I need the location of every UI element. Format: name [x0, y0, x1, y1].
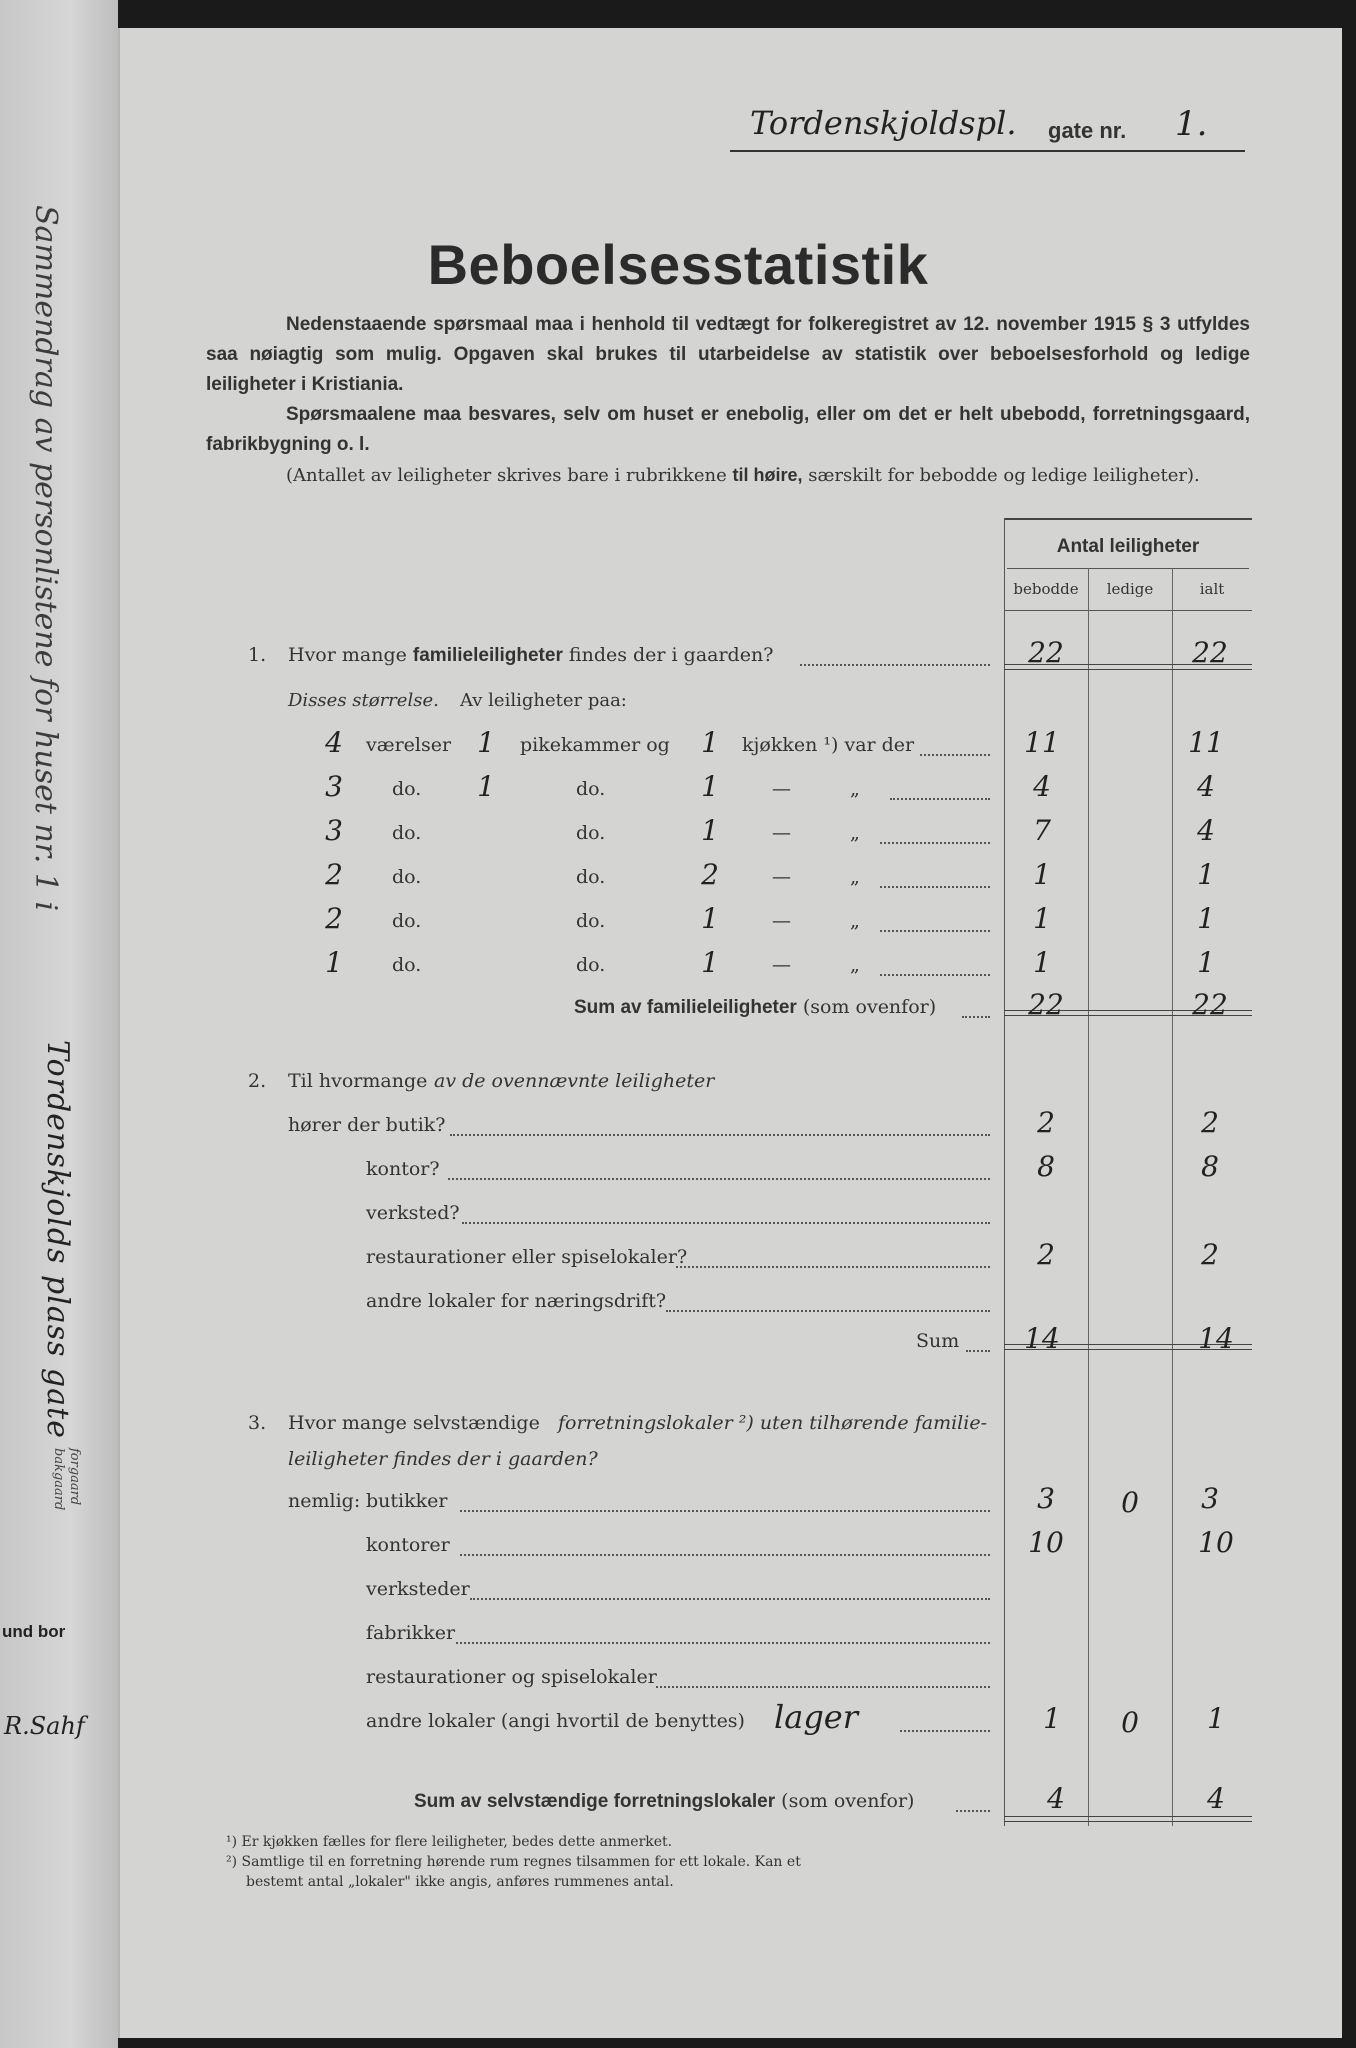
size-label: Disses størrelse. [288, 690, 439, 711]
col-ialt: ialt [1199, 580, 1225, 598]
q1-sum-label: Sum av familieleiligheter [574, 997, 797, 1018]
handwritten-lager: lager [774, 1698, 859, 1736]
intro-text [206, 310, 1250, 491]
q1-text-b: familieleiligheter [412, 645, 563, 666]
q2-sum-bebodde: 14 [1024, 1322, 1060, 1355]
q1-text-c: findes der i gaarden? [568, 644, 774, 666]
vertical-handwritten-street: Tordenskjolds plass gate [40, 1040, 75, 1439]
q1-ialt-value: 22 [1192, 636, 1228, 669]
q3-sum-bebodde: 4 [1047, 1782, 1065, 1815]
q3-sum-label: Sum av selvstændige forretningslokaler [414, 1791, 776, 1812]
q3-number: 3. [248, 1412, 267, 1434]
q1-sum-bebodde: 22 [1028, 988, 1064, 1021]
q1-sum-ialt: 22 [1192, 988, 1228, 1021]
house-number-handwritten: 1. [1175, 104, 1208, 144]
table-title: Antal leiligheter [1056, 536, 1200, 557]
forgaard-bakgaard-labels [50, 1448, 82, 1510]
street-handwritten: Tordenskjoldspl. [750, 104, 1017, 142]
und-bor-label: und bor [2, 1622, 66, 1641]
intro-p2: Spørsmaalene maa besvares, selv om huset er enebolig, eller om det er helt ubebodd, forretningsgaard, fabrikbygning o. l. [206, 404, 1250, 455]
footnote-2-cont: bestemt antal „lokaler" ikke angis, anføres rummenes antal. [246, 1874, 674, 1890]
page-title: Beboelsesstatistik [427, 233, 929, 296]
table-top-rule [1004, 518, 1252, 520]
q1-text-a: Hvor mange [288, 644, 407, 666]
gate-label: gate nr. [1048, 118, 1127, 143]
q2-number: 2. [248, 1070, 267, 1092]
footnote-1: ¹) Er kjøkken fælles for flere leiligheter, bedes dette anmerket. [226, 1834, 673, 1850]
q1-number: 1. [248, 644, 267, 666]
intro-p1: Nedenstaaende spørsmaal maa i henhold til vedtægt for folkeregistret av 12. november 1915 § 3 utfyldes saa nøiagtig som mulig. Opgaven skal brukes til utarbeidelse av statistik over beboelsesforhold og ledige leiligheter i Kristiania. [206, 314, 1250, 395]
footnotes [226, 1832, 801, 1892]
q2-sum-ialt: 14 [1198, 1322, 1234, 1355]
footnote-2: ²) Samtlige til en forretning hørende rum regnes tilsammen for ett lokale. Kan et [226, 1854, 801, 1870]
vertical-printed-text: Sammendrag av personlistene for huset nr. 1 i [28, 205, 63, 912]
handwritten-signature: R.Sahf [4, 1712, 85, 1740]
forgaard-label: forgaard [67, 1448, 82, 1506]
street-line [730, 104, 1245, 152]
underlying-page [0, 0, 118, 2048]
col-bebodde: bebodde [1013, 580, 1079, 598]
q1-bebodde-value: 22 [1028, 636, 1064, 669]
bakgaard-label: bakgaard [51, 1448, 66, 1511]
q3-sum-ialt: 4 [1207, 1782, 1225, 1815]
col-ledige: ledige [1106, 580, 1154, 598]
size-label-2: Av leiligheter paa: [460, 690, 627, 711]
intro-p3: (Antallet av leiligheter skrives bare i rubrikkene til høire, særskilt for bebodde og ledige leiligheter). [286, 465, 1200, 486]
q2-sum-label: Sum [916, 1330, 960, 1352]
